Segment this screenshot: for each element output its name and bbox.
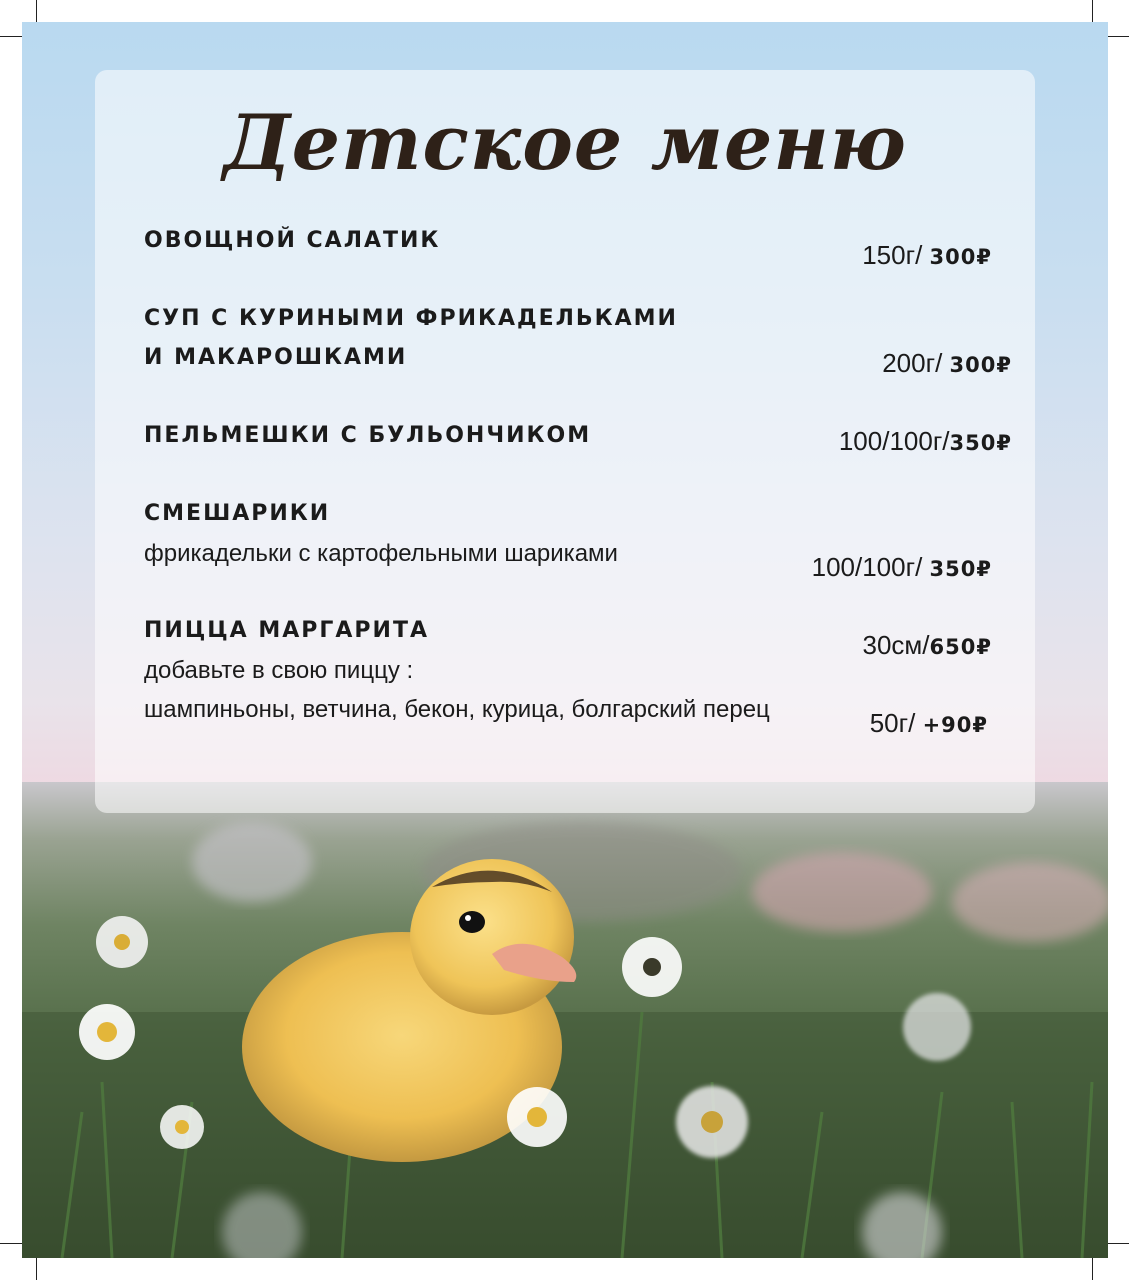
crop-mark [36, 1258, 37, 1280]
menu-item-name: ОВОЩНОЙ САЛАТИК [144, 228, 441, 253]
menu-item-weight: 200г/ [882, 348, 943, 378]
duckling-photo [22, 782, 1108, 1258]
crop-mark [1105, 1243, 1129, 1244]
menu-item-name: ПЕЛЬМЕШКИ С БУЛЬОНЧИКОМ [144, 423, 592, 448]
menu-item-cost: 300₽ [949, 353, 1012, 377]
menu-item-name: СУП С КУРИНЫМИ ФРИКАДЕЛЬКАМИ [144, 306, 678, 331]
menu-item-addon-list: шампиньоны, ветчина, бекон, курица, болгарский перец [144, 696, 770, 723]
menu-item-name: СМЕШАРИКИ [144, 501, 331, 526]
menu-panel [95, 70, 1035, 813]
crop-mark [0, 36, 24, 37]
menu-item-weight: 30см/ [862, 630, 930, 660]
menu-item-cost: 350₽ [929, 557, 992, 581]
menu-item-description: фрикадельки с картофельными шариками [144, 540, 618, 567]
menu-item-cost: +90₽ [922, 713, 988, 737]
crop-mark [1105, 36, 1129, 37]
crop-mark [0, 1243, 24, 1244]
menu-item-cost: 350₽ [949, 431, 1012, 455]
menu-item-weight: 50г/ [869, 708, 916, 738]
menu-item-cost: 650₽ [929, 635, 992, 659]
menu-item-price [882, 348, 1012, 379]
menu-item-addon-intro: добавьте в свою пиццу : [144, 657, 414, 684]
crop-mark [1092, 0, 1093, 24]
menu-item-price [839, 426, 1012, 457]
menu-item-price [812, 552, 992, 583]
menu-page [22, 22, 1108, 1258]
menu-item-name: ПИЦЦА МАРГАРИТА [144, 618, 429, 643]
menu-item-weight: 150г/ [862, 240, 923, 270]
crop-mark [36, 0, 37, 24]
duckling-illustration [22, 782, 1108, 1258]
menu-item-addon-price [870, 708, 988, 739]
menu-title: Детское меню [223, 98, 907, 187]
menu-item-price [862, 240, 992, 271]
menu-item-cost: 300₽ [929, 245, 992, 269]
menu-item-weight: 100/100г/ [838, 426, 950, 456]
menu-item-name: И МАКАРОШКАМИ [144, 345, 408, 370]
crop-mark [1092, 1258, 1093, 1280]
menu-item-price [863, 630, 992, 661]
menu-item-weight: 100/100г/ [811, 552, 923, 582]
